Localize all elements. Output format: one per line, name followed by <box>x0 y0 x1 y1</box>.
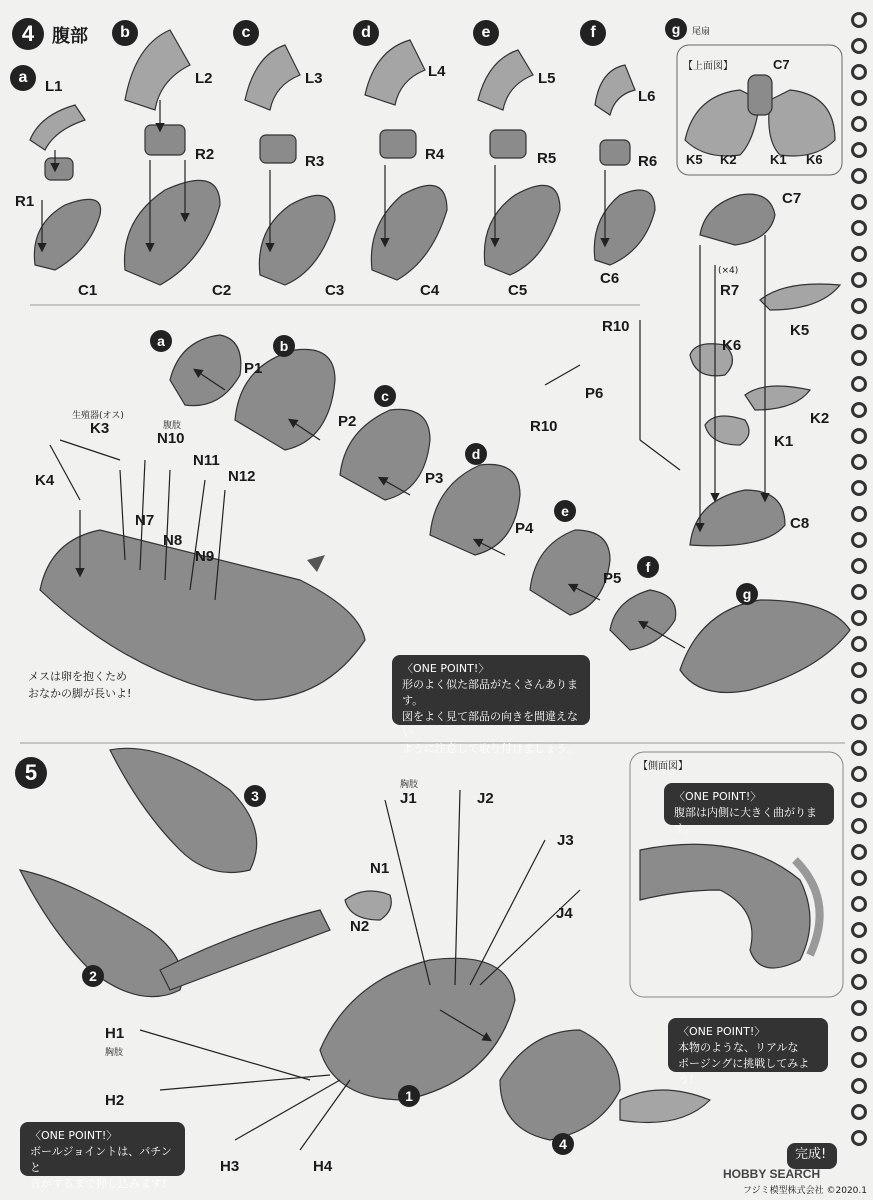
part-L2: L2 <box>195 70 213 87</box>
part-R1: R1 <box>15 193 35 210</box>
part-K3: K3 <box>90 420 110 437</box>
onepoint-3-head: 〈ONE POINT!〉 <box>678 1025 766 1038</box>
chest-leg-label-top: 胸肢 <box>400 780 419 790</box>
tail-fan-label: 尾扇 <box>692 27 711 37</box>
tail-top-K1: K1 <box>770 152 787 167</box>
onepoint-box-4 <box>20 1122 185 1190</box>
part-N1: N1 <box>370 860 390 877</box>
substep-c: c <box>233 20 259 46</box>
part-L1: L1 <box>45 78 63 95</box>
part-C6: C6 <box>600 270 620 287</box>
onepoint-4-head: 〈ONE POINT!〉 <box>30 1129 118 1142</box>
top-row-parts <box>30 30 658 285</box>
onepoint-1-line: 形のよく似た部品がたくさんあります。 <box>402 678 578 707</box>
part-J2: J2 <box>477 790 494 807</box>
chain-b: b <box>273 335 295 357</box>
onepoint-2-text: 腹部は内側に大きく曲がります。 <box>674 806 817 835</box>
part-C1: C1 <box>78 282 98 299</box>
part-L3: L3 <box>305 70 323 87</box>
substep-d: d <box>353 20 379 46</box>
female-note-line2: おなかの脚が長いよ! <box>28 687 132 700</box>
part-P3: P3 <box>425 470 444 487</box>
top-view-label: 【上面図】 <box>683 61 733 72</box>
chain-g: g <box>736 583 758 605</box>
chain-c: c <box>374 385 396 407</box>
genital-label: 生殖器(オス) <box>72 411 124 421</box>
chain-d: d <box>465 443 487 465</box>
part-K4: K4 <box>35 472 55 489</box>
tail-top-C7: C7 <box>773 57 790 72</box>
part-L6: L6 <box>638 88 656 105</box>
part-R6: R6 <box>638 153 658 170</box>
part-H2: H2 <box>105 1092 125 1109</box>
step-4-number: 4 <box>12 18 44 50</box>
part-C4: C4 <box>420 282 440 299</box>
part-R10-top: R10 <box>602 318 630 335</box>
finish-badge: 完成! <box>787 1143 837 1169</box>
part-N2: N2 <box>350 918 370 935</box>
tail-fan-top-view <box>685 75 835 156</box>
part-P5: P5 <box>603 570 622 587</box>
part-L4: L4 <box>428 63 446 80</box>
crayfish-body-assembly <box>20 748 710 1150</box>
onepoint-1-head: 〈ONE POINT!〉 <box>402 662 490 675</box>
tail-count: (×4) <box>718 266 739 276</box>
part-N12: N12 <box>228 468 256 485</box>
part-R2: R2 <box>195 146 215 163</box>
part-R3: R3 <box>305 153 325 170</box>
part-N10: N10 <box>157 430 185 447</box>
tail-top-K2: K2 <box>720 152 737 167</box>
onepoint-1-line: ように注意して取り付けましょう。 <box>402 742 578 755</box>
substep-b: b <box>112 20 138 46</box>
tail-fan-exploded <box>640 194 840 546</box>
abdomen-leg-label: 腹肢 <box>163 421 182 431</box>
part-J4: J4 <box>556 905 573 922</box>
part-H1: H1 <box>105 1025 125 1042</box>
female-note-line1: メスは卵を抱くため <box>28 670 127 683</box>
substep-a: a <box>10 65 36 91</box>
tail-top-K6: K6 <box>806 152 823 167</box>
part-N7: N7 <box>135 512 155 529</box>
part-C2: C2 <box>212 282 232 299</box>
onepoint-4-line: ボールジョイントは、パチンと <box>30 1145 172 1174</box>
chain-a: a <box>150 330 172 352</box>
onepoint-box-2 <box>664 783 834 835</box>
tail-K5: K5 <box>790 322 810 339</box>
onepoint-1-line: 図をよく見て部品の向きを間違えない <box>402 710 578 739</box>
side-view-label: 【側面図】 <box>638 761 688 772</box>
side-view-illustration <box>640 844 820 968</box>
substep-e: e <box>473 20 499 46</box>
part-L5: L5 <box>538 70 556 87</box>
part-J3: J3 <box>557 832 574 849</box>
spiral-binding <box>847 0 867 1200</box>
chain-f: f <box>637 556 659 578</box>
watermark: HOBBY SEARCH <box>723 1167 821 1181</box>
onepoint-2-head: 〈ONE POINT!〉 <box>674 790 762 803</box>
part-J1: J1 <box>400 790 417 807</box>
part-R4: R4 <box>425 146 445 163</box>
chest-leg-label-bottom: 胸肢 <box>105 1048 124 1058</box>
tail-K2: K2 <box>810 410 830 427</box>
part-P2: P2 <box>338 413 357 430</box>
tail-R7: R7 <box>720 282 740 299</box>
callout-2: 2 <box>82 965 104 987</box>
part-N11: N11 <box>193 452 220 469</box>
part-R10-bottom: R10 <box>530 418 558 435</box>
callout-4: 4 <box>552 1133 574 1155</box>
part-P4: P4 <box>515 520 534 537</box>
onepoint-4-line: 音がするまで押し込みます! <box>30 1177 167 1190</box>
onepoint-3-line: 本物のような、リアルな <box>678 1041 799 1054</box>
onepoint-3-line: ポージングに挑戦してみよう! <box>678 1057 810 1086</box>
part-C5: C5 <box>508 282 528 299</box>
part-H4: H4 <box>313 1158 333 1175</box>
part-P1: P1 <box>244 360 263 377</box>
chain-e: e <box>554 500 576 522</box>
substep-f: f <box>580 20 606 46</box>
part-P6: P6 <box>585 385 604 402</box>
tail-C7: C7 <box>782 190 802 207</box>
tail-K6: K6 <box>722 337 742 354</box>
substep-g: g <box>665 18 687 40</box>
tail-top-K5: K5 <box>686 152 703 167</box>
step-4-title: 腹部 <box>52 26 88 46</box>
tail-C8: C8 <box>790 515 810 532</box>
part-H3: H3 <box>220 1158 240 1175</box>
part-N9: N9 <box>195 548 215 565</box>
onepoint-box-1 <box>392 655 590 755</box>
part-N8: N8 <box>163 532 183 549</box>
part-C3: C3 <box>325 282 345 299</box>
onepoint-box-3 <box>668 1018 828 1086</box>
step-5-number: 5 <box>15 757 47 789</box>
callout-1: 1 <box>398 1085 420 1107</box>
tail-K1: K1 <box>774 433 794 450</box>
part-R5: R5 <box>537 150 557 167</box>
callout-3: 3 <box>244 785 266 807</box>
credit-text: フジミ模型株式会社 ©2020.1 <box>743 1186 867 1196</box>
